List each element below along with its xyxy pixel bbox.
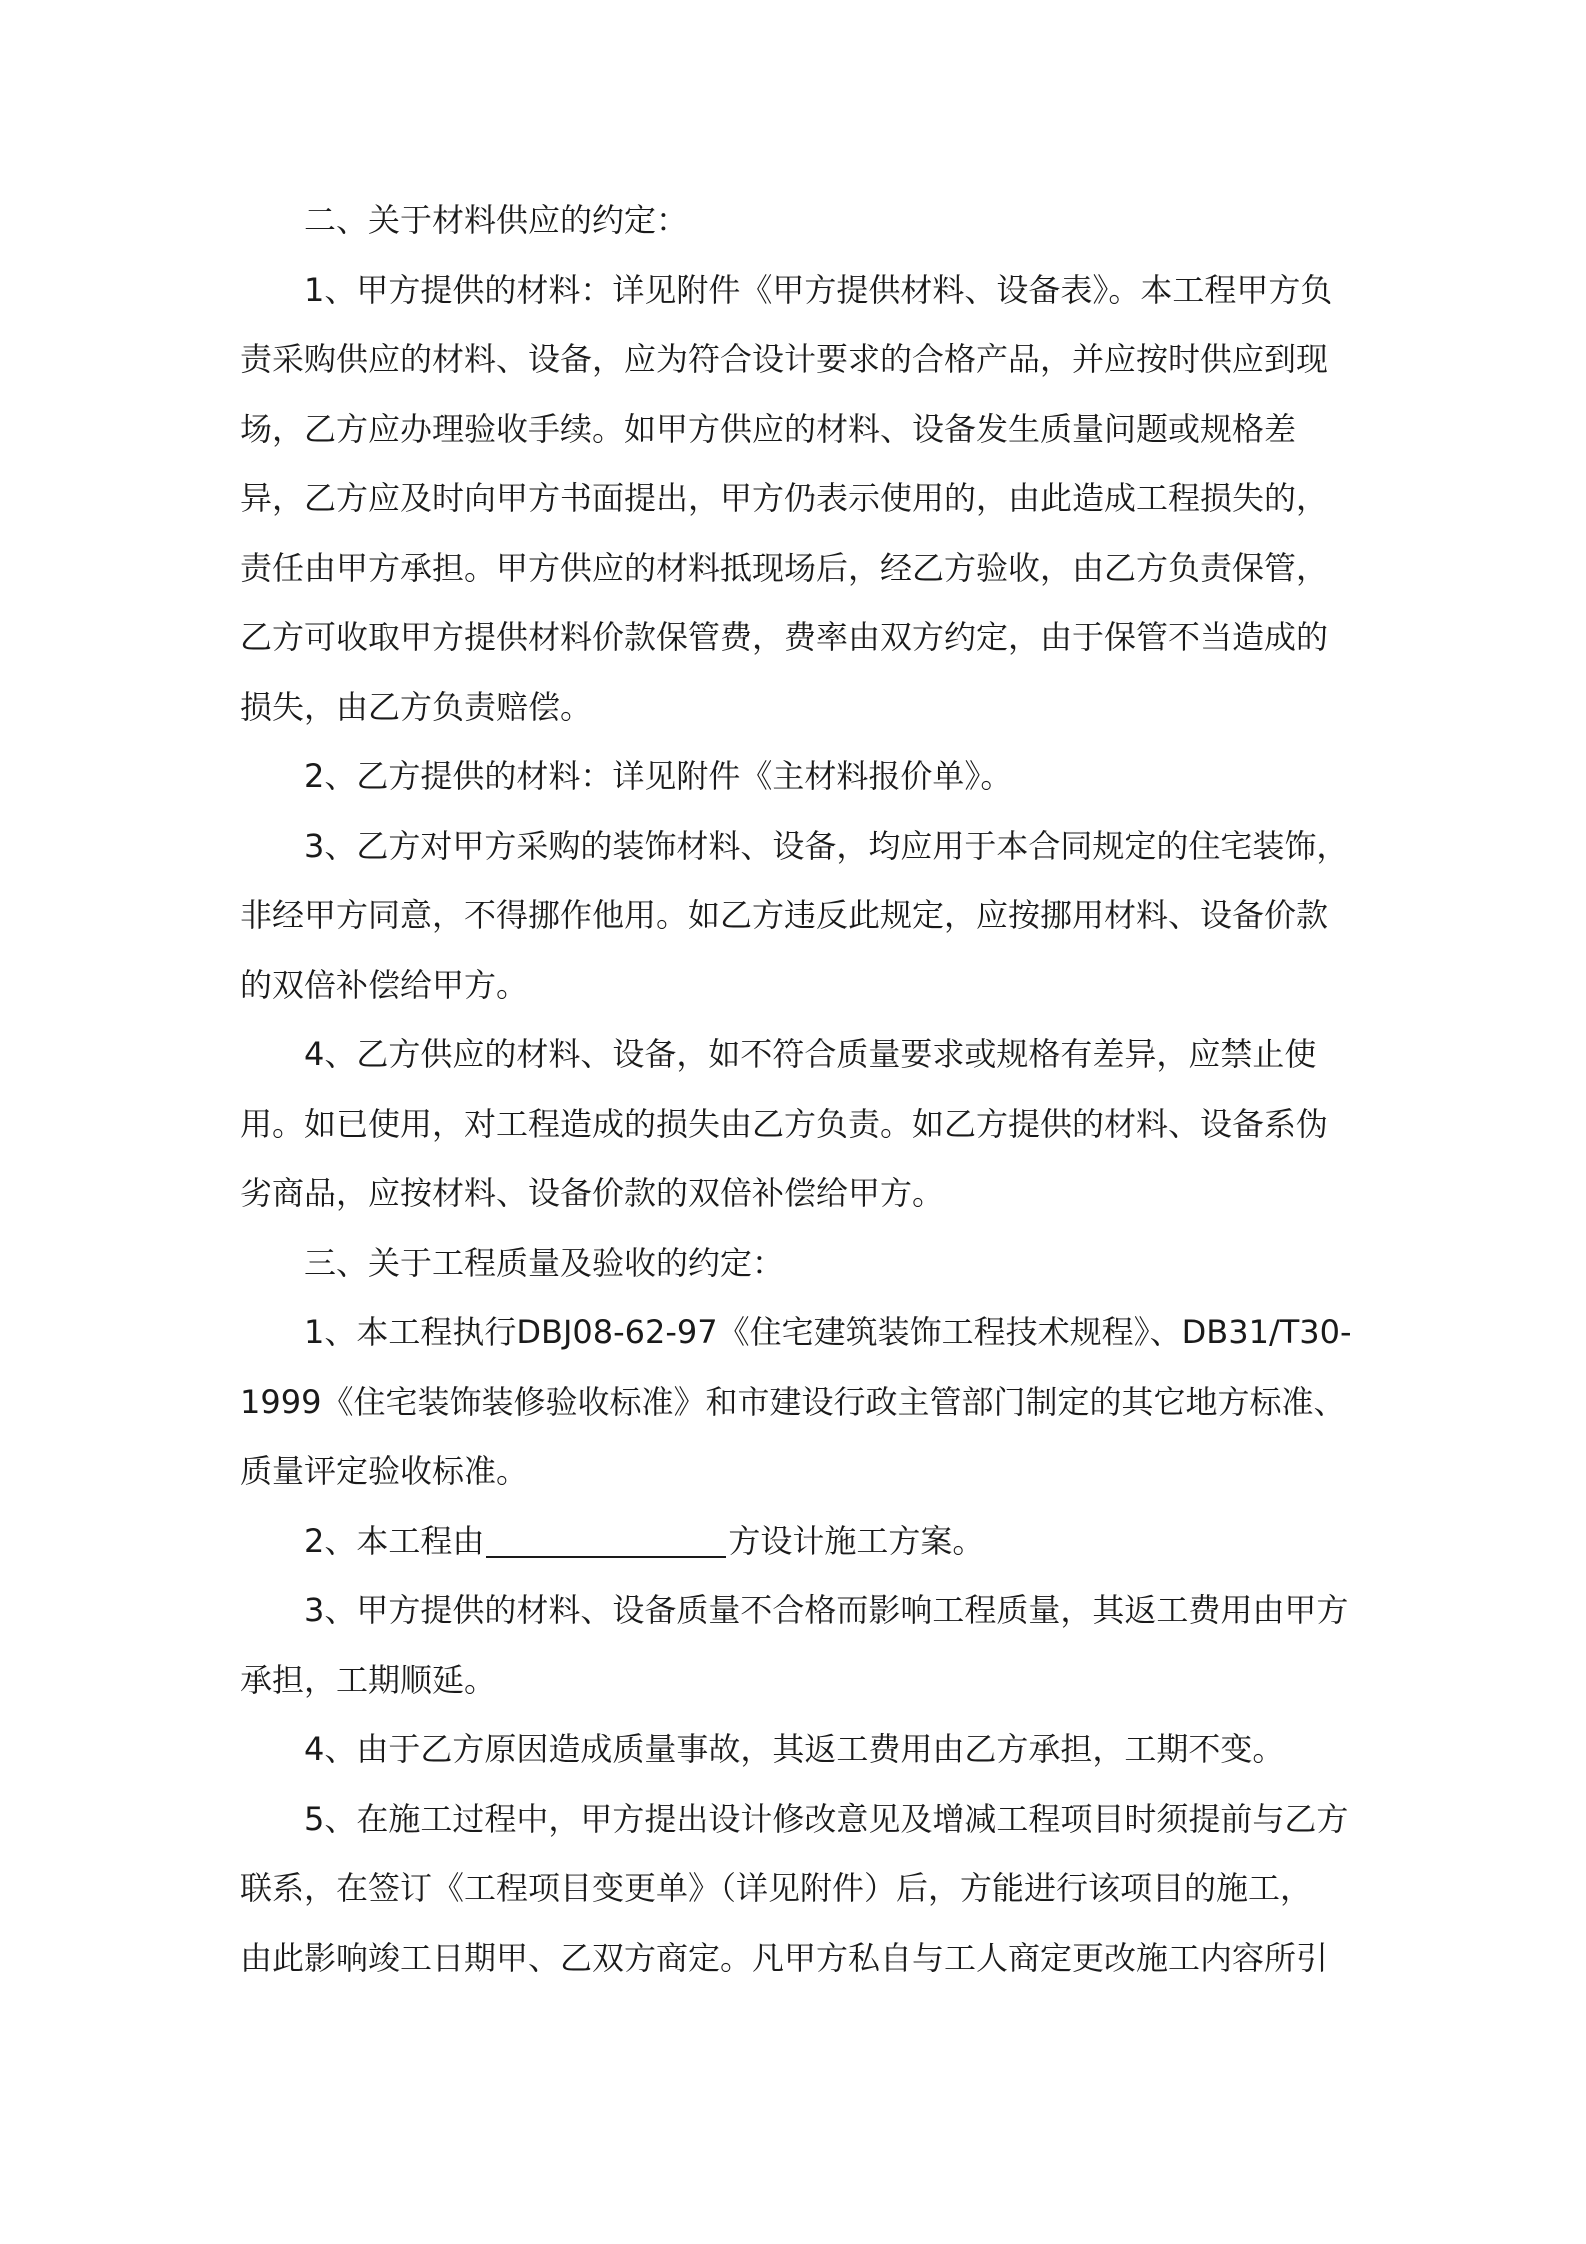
paragraph-line: 非经甲方同意，不得挪作他用。如乙方违反此规定，应按挪用材料、设备价款 bbox=[240, 896, 1329, 934]
paragraph-line: 4、乙方供应的材料、设备，如不符合质量要求或规格有差异，应禁止使 bbox=[304, 1035, 1317, 1073]
paragraph-line: 质量评定验收标准。 bbox=[240, 1452, 529, 1490]
paragraph-line: 3、乙方对甲方采购的装饰材料、设备，均应用于本合同规定的住宅装饰， bbox=[304, 826, 1349, 865]
paragraph-line: 由此影响竣工日期甲、乙双方商定。凡甲方私自与工人商定更改施工内容所引 bbox=[240, 1938, 1329, 1977]
paragraph-line: 1、本工程执行DBJ08-62-97《住宅建筑装饰工程技术规程》、DB31/T30- bbox=[304, 1313, 1352, 1351]
blank-suffix: 方设计施工方案。 bbox=[728, 1521, 985, 1560]
paragraph-line: 责任由甲方承担。甲方供应的材料抵现场后，经乙方验收，由乙方负责保管， bbox=[240, 548, 1329, 587]
document-body bbox=[240, 186, 1350, 1993]
paragraph-line: 用。如已使用，对工程造成的损失由乙方负责。如乙方提供的材料、设备系伪 bbox=[240, 1104, 1329, 1143]
section-heading-materials: 二、关于材料供应的约定： bbox=[304, 201, 689, 239]
paragraph-line: 3、甲方提供的材料、设备质量不合格而影响工程质量，其返工费用由甲方 bbox=[304, 1591, 1349, 1629]
paragraph-line: 1999《住宅装饰装修验收标准》和市建设行政主管部门制定的其它地方标准、 bbox=[240, 1382, 1346, 1421]
paragraph-line: 劣商品，应按材料、设备价款的双倍补偿给甲方。 bbox=[240, 1174, 945, 1212]
fill-in-blank[interactable] bbox=[486, 1516, 726, 1558]
paragraph-line: 场，乙方应办理验收手续。如甲方供应的材料、设备发生质量问题或规格差 bbox=[240, 409, 1297, 448]
paragraph-line-with-blank bbox=[240, 1507, 1350, 1577]
paragraph-line: 的双倍补偿给甲方。 bbox=[240, 965, 529, 1004]
paragraph-line: 1、甲方提供的材料：详见附件《甲方提供材料、设备表》。本工程甲方负 bbox=[304, 270, 1333, 309]
paragraph-line: 承担，工期顺延。 bbox=[240, 1660, 497, 1699]
paragraph-line: 4、由于乙方原因造成质量事故，其返工费用由乙方承担，工期不变。 bbox=[304, 1730, 1285, 1768]
paragraph-line: 5、在施工过程中，甲方提出设计修改意见及增减工程项目时须提前与乙方 bbox=[304, 1799, 1349, 1838]
paragraph-line: 2、乙方提供的材料：详见附件《主材料报价单》。 bbox=[304, 757, 1013, 795]
paragraph-line: 联系，在签订《工程项目变更单》（详见附件）后，方能进行该项目的施工， bbox=[240, 1869, 1313, 1907]
blank-prefix: 2、本工程由 bbox=[304, 1521, 485, 1560]
paragraph-line: 异，乙方应及时向甲方书面提出，甲方仍表示使用的，由此造成工程损失的， bbox=[240, 479, 1329, 517]
paragraph-line: 损失，由乙方负责赔偿。 bbox=[240, 687, 593, 726]
section-heading-quality: 三、关于工程质量及验收的约定： bbox=[304, 1243, 785, 1282]
paragraph-line: 责采购供应的材料、设备，应为符合设计要求的合格产品，并应按时供应到现 bbox=[240, 340, 1329, 378]
paragraph-line: 乙方可收取甲方提供材料价款保管费，费率由双方约定，由于保管不当造成的 bbox=[240, 618, 1329, 656]
